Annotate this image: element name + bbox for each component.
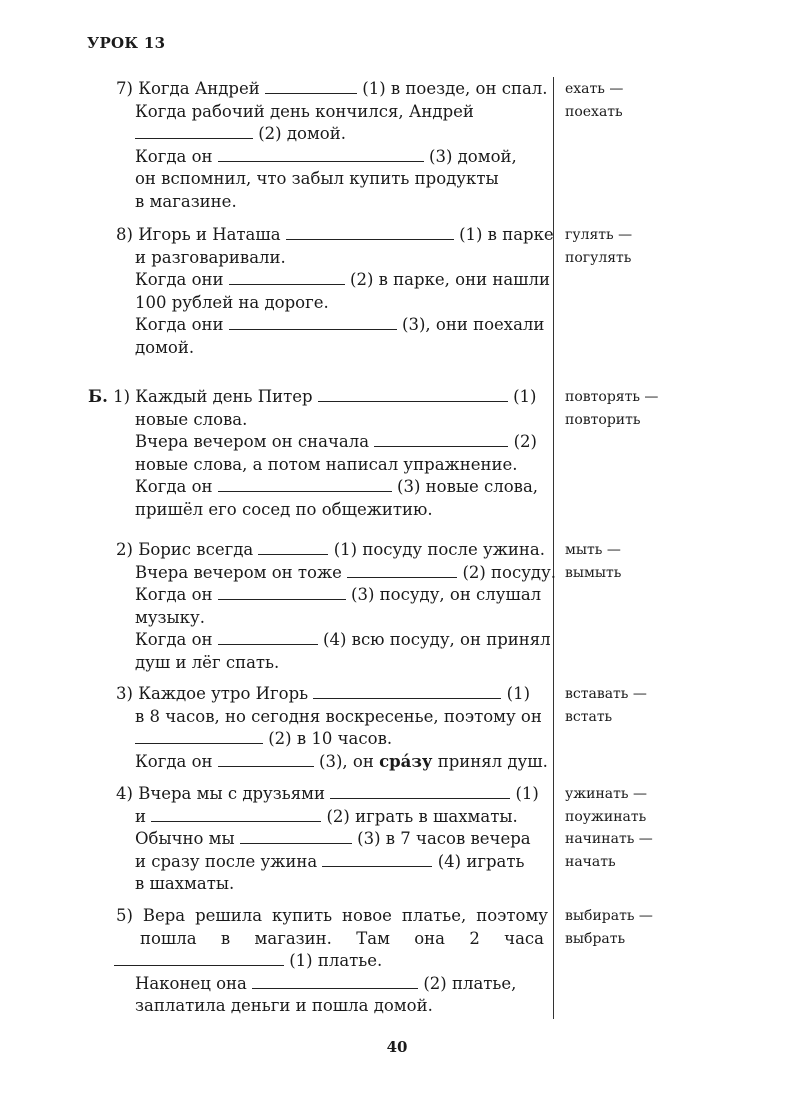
verbs-exercise-b-4: ужинать — поужинать начинать — начать [565,786,653,870]
answer-blank[interactable] [218,752,314,767]
answer-blank[interactable] [114,951,284,966]
answer-blank[interactable] [229,315,397,330]
section-b-label: Б. [88,387,108,406]
exercise-number: 1) [113,387,131,406]
stressed-word: сра́зу [379,751,433,771]
answer-blank[interactable] [151,807,321,822]
exercise-number: 7) [116,79,133,98]
answer-blank[interactable] [229,270,345,285]
answer-blank[interactable] [265,79,357,94]
exercise-number: 8) [116,225,133,244]
verbs-exercise-8: гулять — погулять [565,227,633,266]
answer-blank[interactable] [322,852,432,867]
exercise-8: 8) Игорь и Наташа (1) в парке и разговаривали. Когда они (2) в парке, они нашли 100 рублей на дороге. Когда они (3), они поехали домой. [116,225,554,357]
exercise-number: 2) [116,540,133,559]
answer-blank[interactable] [258,540,328,555]
verbs-exercise-b-2: мыть — вымыть [565,542,622,581]
answer-blank[interactable] [313,684,501,699]
answer-blank[interactable] [252,974,418,989]
verbs-exercise-b-3: вставать — встать [565,686,647,725]
verbs-exercise-b-1: повторять — повторить [565,389,659,428]
exercise-number: 5) [116,906,133,925]
answer-blank[interactable] [218,630,318,645]
exercise-b-2: 2) Борис всегда (1) посуду после ужина. Вчера вечером он тоже (2) посуду. Когда он (3) посуду, он слушал музыку. Когда он (4) всю посуду, он принял душ и лёг спать. [116,540,557,672]
verbs-exercise-b-5: выбирать — выбрать [565,908,653,947]
column-divider [553,77,554,1019]
exercise-b-3: 3) Каждое утро Игорь (1) в 8 часов, но сегодня воскресенье, поэтому он (2) в 10 часов. Когда он (3), он сра́зу принял душ. [116,684,548,771]
exercise-b-4: 4) Вчера мы с друзьями (1) и (2) играть в шахматы. Обычно мы (3) в 7 часов вечера и сразу после ужина (4) играть в шахматы. [116,784,539,894]
answer-blank[interactable] [374,432,508,447]
exercise-b-1: Б. 1) Каждый день Питер (1) новые слова. Вчера вечером он сначала (2) новые слова, а потом написал упражнение. Когда он (3) новые слова, пришёл его сосед по общежитию. [88,387,539,519]
verbs-exercise-7: ехать — поехать [565,81,624,120]
answer-blank[interactable] [135,124,253,139]
answer-blank[interactable] [240,829,352,844]
answer-blank[interactable] [135,729,263,744]
lesson-header: УРОК 13 [87,34,166,52]
answer-blank[interactable] [218,477,392,492]
answer-blank[interactable] [286,225,454,240]
answer-blank[interactable] [218,585,346,600]
exercise-number: 4) [116,784,133,803]
exercise-b-5: 5) Вера решила купить новое платье, поэтому пошла в магазин. Там она 2 часа (1) платье. Наконец она (2) платье, заплатила деньги и пошла домой. [116,906,548,1016]
page-number: 40 [386,1038,408,1056]
exercise-number: 3) [116,684,133,703]
answer-blank[interactable] [347,563,457,578]
exercise-7: 7) Когда Андрей (1) в поезде, он спал. Когда рабочий день кончился, Андрей (2) домой. Когда он (3) домой, он вспомнил, что забыл купить продукты в магазине. [116,79,548,211]
answer-blank[interactable] [218,147,424,162]
answer-blank[interactable] [318,387,508,402]
answer-blank[interactable] [330,784,510,799]
